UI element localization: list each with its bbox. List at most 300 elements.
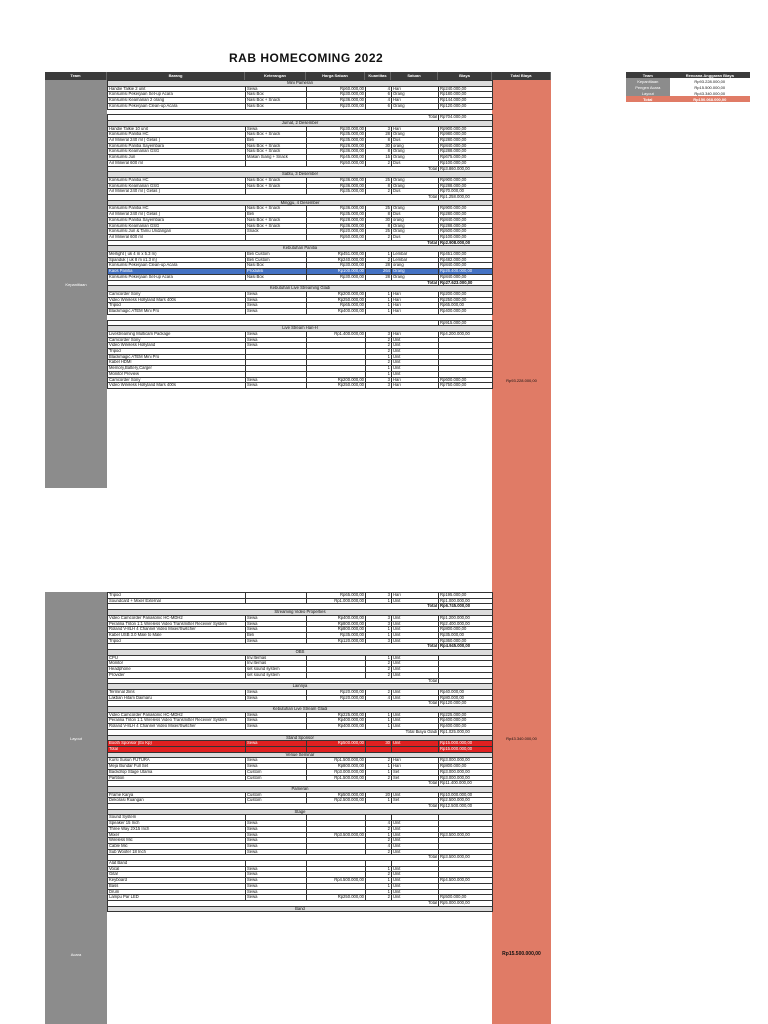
item-name: Headphone	[108, 667, 246, 673]
item-note: Sewa	[246, 689, 307, 695]
quantity: 2	[366, 343, 392, 349]
unit: Hari	[392, 758, 439, 764]
unit: Unit	[392, 627, 439, 633]
quantity: 8	[366, 212, 392, 218]
item-note: Sewa	[246, 383, 307, 389]
quantity: 6	[366, 103, 392, 109]
item-name: Camcorder Sony	[108, 292, 246, 298]
unit-price: Rp250.000,00	[307, 383, 366, 389]
quantity: 3	[366, 126, 392, 132]
cost: Rp2.400.000,00	[439, 621, 493, 627]
cost: Rp4.500.000,00	[439, 878, 493, 884]
quantity: 3	[366, 621, 392, 627]
item-name: Konsumsi Pekerjaan Set-up Acara	[108, 274, 246, 280]
total-label: Total	[108, 701, 439, 707]
unit: Unit	[392, 872, 439, 878]
unit: Unit	[392, 895, 439, 901]
quantity: 2	[366, 257, 392, 263]
section-header: Stand Sponsor	[108, 735, 493, 741]
summary-header-cell: Rencana Anggaran Biaya	[670, 72, 750, 78]
unit-price: Rp20.000,00	[307, 689, 366, 695]
summary-team: Layout	[626, 90, 670, 96]
quantity: 4	[366, 821, 392, 827]
item-name: Spanduk ( uk 8 m x1.3 m)	[108, 257, 246, 263]
quantity: 1	[366, 252, 392, 258]
unit: Orang	[392, 177, 439, 183]
quantity: 2	[366, 689, 392, 695]
cost: Rp15.000.000,00	[439, 741, 493, 747]
item-note: Custom	[246, 798, 307, 804]
unit: Hari	[392, 86, 439, 92]
unit: Lembar	[392, 252, 439, 258]
item-note: Inv.Iternas	[246, 661, 307, 667]
section-header: Sabtu, 3 Desember	[108, 172, 493, 178]
cost: Rp1.000.000,00	[439, 598, 493, 604]
item-note: Sewa	[246, 866, 307, 872]
unit-price: Rp36.000,00	[307, 98, 366, 104]
item-name: Mixer	[108, 832, 246, 838]
item-name: Konsumsi Juri & Tamu Undangan	[108, 229, 246, 235]
unit: Unit	[392, 667, 439, 673]
unit: Unit	[392, 695, 439, 701]
item-note: Sewa	[246, 724, 307, 730]
item-name: Konsumsi Panitia HC	[108, 206, 246, 212]
total-value: Rp6.745.000,00	[439, 604, 493, 610]
item-note: Sewa	[246, 621, 307, 627]
item-note: Sewa	[246, 832, 307, 838]
quantity: 2	[366, 337, 392, 343]
unit: Orang	[392, 103, 439, 109]
unit: Unit	[392, 360, 439, 366]
unit: Orang	[392, 269, 439, 275]
quantity: 1	[366, 878, 392, 884]
item-name: Camcorder Sony	[108, 377, 246, 383]
unit-price: Rp120.000,00	[307, 638, 366, 644]
quantity: 2	[366, 758, 392, 764]
item-note: Custom	[246, 769, 307, 775]
unit-price: Rp50.000,00	[307, 160, 366, 166]
section-header: Kebutuhan Panitia	[108, 246, 493, 252]
total-label: Total	[108, 166, 439, 172]
unit: Unit	[392, 349, 439, 355]
item-name: Blackmagic ATEM Mini Pro	[108, 354, 246, 360]
cost: Rp100.000,00	[439, 234, 493, 240]
unit: Orang	[392, 155, 439, 161]
unit-price: Rp36.000,00	[307, 183, 366, 189]
cost: Rp3.000.000,00	[439, 775, 493, 781]
quantity: 30	[366, 741, 392, 747]
unit-price: Rp200.000,00	[307, 377, 366, 383]
item-note: Sewa	[246, 712, 307, 718]
unit-price: Rp26.000,00	[307, 143, 366, 149]
total-label: Total	[108, 280, 439, 286]
item-note: Sewa	[246, 297, 307, 303]
quantity: 8	[366, 149, 392, 155]
quantity: 264	[366, 269, 392, 275]
unit-price: Rp60.000,00	[307, 86, 366, 92]
item-name: Gitar	[108, 872, 246, 878]
header-keterangan: Keterangan	[245, 72, 306, 80]
quantity: 2	[366, 160, 392, 166]
item-name: Konsumsi Pekerjaan Clean-up Acara	[108, 263, 246, 269]
item-name: Konsumsi Keamanan GSG	[108, 149, 246, 155]
item-name: Konsumsi Panitia HC	[108, 132, 246, 138]
unit: Unit	[392, 712, 439, 718]
quantity: 4	[366, 843, 392, 849]
unit-price: Rp35.000,00	[307, 132, 366, 138]
unit: Orang	[392, 274, 439, 280]
item-name: Video Wireless Hollyland	[108, 343, 246, 349]
item-name: Video Wireless Hollyland Mars 400s	[108, 297, 246, 303]
cost: Rp100.000,00	[439, 160, 493, 166]
cost: Rp288.000,00	[439, 149, 493, 155]
cost: Rp65.000,00	[439, 303, 493, 309]
cost: Rp26.400.000,00	[439, 269, 493, 275]
section-header: OBS	[108, 650, 493, 656]
summary-header-cell: Team	[626, 72, 670, 78]
total-value: Rp3.500.000,00	[439, 855, 493, 861]
item-name: Air Mineral 240 ml ( Gelas )	[108, 138, 246, 144]
unit: Unit	[392, 621, 439, 627]
item-name: Air Mineral 600 ml	[108, 234, 246, 240]
section-header: Streaming Video Properties	[108, 610, 493, 616]
unit: Hari	[392, 126, 439, 132]
unit: Unit	[392, 849, 439, 855]
header-team: Team	[45, 72, 107, 80]
quantity: 2	[366, 838, 392, 844]
quantity: 25	[366, 206, 392, 212]
item-name: Konsumsi Juri	[108, 155, 246, 161]
item-note: Nasi Box	[246, 263, 307, 269]
item-note: Sewa	[246, 843, 307, 849]
quantity: 1	[366, 598, 392, 604]
item-name: Kabel USB 3.0 Male to Male	[108, 632, 246, 638]
cost: Rp120.000,00	[439, 103, 493, 109]
unit-price: Rp35.000,00	[307, 212, 366, 218]
quantity: 2	[366, 872, 392, 878]
item-name: Air Mineral 240 ml ( Gelas )	[108, 212, 246, 218]
unit: Set	[392, 769, 439, 775]
item-name: Booth Sponsor (Ex Kp)	[108, 741, 246, 747]
quantity: 4	[366, 695, 392, 701]
item-note: Sewa	[246, 638, 307, 644]
item-name: Soundcard + Mixer External	[108, 598, 246, 604]
quantity: 1	[366, 718, 392, 724]
section-header: Stage	[108, 809, 493, 815]
item-note: Sewa	[246, 331, 307, 337]
total-value: Rp12.500.000,00	[439, 804, 493, 810]
section-header: Live Stream Hari-H	[108, 326, 493, 332]
quantity: 28	[366, 274, 392, 280]
item-note: Nasi Box	[246, 103, 307, 109]
summary-total-label: Total	[626, 96, 670, 102]
total-label: Total	[108, 644, 439, 650]
cost: Rp288.000,00	[439, 223, 493, 229]
item-name: Kaos Panitia	[108, 269, 246, 275]
cost: Rp840.000,00	[439, 143, 493, 149]
quantity: 4	[366, 86, 392, 92]
item-name: Sound System	[108, 815, 246, 821]
unit: Unit	[392, 889, 439, 895]
unit-price: Rp400.000,00	[307, 615, 366, 621]
unit-price: Rp3.000.000,00	[307, 769, 366, 775]
total-value: Rp2.908.000,00	[439, 240, 493, 246]
item-name: Roland V-8LH 4 Channel Video Mixer/Switcher	[108, 627, 246, 633]
cost: Rp900.000,00	[439, 177, 493, 183]
total-value: Rp915.000,00	[439, 320, 493, 326]
unit-price: Rp3.500.000,00	[307, 832, 366, 838]
unit-price: Rp500.000,00	[307, 792, 366, 798]
unit: Unit	[392, 878, 439, 884]
item-name: Tripod	[108, 303, 246, 309]
unit-price: Rp500.000,00	[307, 741, 366, 747]
item-name: Alat Band	[108, 861, 246, 867]
quantity: 1	[366, 354, 392, 360]
unit: Unit	[392, 632, 439, 638]
item-name: Air Mineral 240 ml ( Gelas )	[108, 189, 246, 195]
unit: Unit	[392, 672, 439, 678]
item-name: Wireless Mic	[108, 838, 246, 844]
quantity: 3	[366, 331, 392, 337]
summary-total-value: Rp150.068.000,00	[670, 96, 750, 102]
quantity: 20	[366, 792, 392, 798]
unit: Hari	[392, 593, 439, 599]
item-note: Snack	[246, 229, 307, 235]
item-name: Video Wireless Hollyland Mars 400s	[108, 383, 246, 389]
quantity: 1	[366, 303, 392, 309]
quantity: 3	[366, 615, 392, 621]
cost: Rp1.200.000,00	[439, 615, 493, 621]
unit: Dus	[392, 189, 439, 195]
item-note: Sewa	[246, 883, 307, 889]
unit-price: Rp400.000,00	[307, 309, 366, 315]
unit: Orang	[392, 92, 439, 98]
quantity: 2	[366, 895, 392, 901]
quantity: 28	[366, 132, 392, 138]
item-name: Peralina Triton 1:1 Wireless Video Transmitter Receiver System	[108, 621, 246, 627]
total-cell-layout: Rp43.340.000,00	[492, 592, 551, 884]
unit-price: Rp400.000,00	[307, 718, 366, 724]
cost: Rp800.000,00	[439, 764, 493, 770]
total-label: Total	[108, 900, 439, 906]
quantity: 1	[366, 309, 392, 315]
cost: Rp250.000,00	[439, 297, 493, 303]
item-note: Sewa	[246, 821, 307, 827]
header-satuan: Satuan	[391, 72, 438, 80]
quantity: 25	[366, 177, 392, 183]
item-note: Custom	[246, 792, 307, 798]
unit: Dus	[392, 160, 439, 166]
unit-price: Rp100.000,00	[307, 269, 366, 275]
quantity: 2	[366, 775, 392, 781]
unit: Unit	[392, 343, 439, 349]
unit-price: Rp65.000,00	[307, 593, 366, 599]
quantity: 3	[366, 638, 392, 644]
total-cell-kepanitiaan: Rp93.228.000,00	[492, 80, 551, 680]
header-biaya: Biaya	[438, 72, 492, 80]
unit: Hari	[392, 331, 439, 337]
quantity: 2	[366, 234, 392, 240]
unit: Hari	[392, 303, 439, 309]
item-name: Vocal	[108, 866, 246, 872]
section-header: Mini Pameran	[108, 81, 493, 87]
unit-price: Rp45.000,00	[307, 155, 366, 161]
item-name: Partition	[108, 775, 246, 781]
quantity: 1	[366, 832, 392, 838]
item-name: Konsumsi Keamanan GSG	[108, 183, 246, 189]
quantity: 8	[366, 183, 392, 189]
quantity: 6	[366, 92, 392, 98]
section-header: Minggu, 4 Desember	[108, 200, 493, 206]
item-name: Total	[108, 746, 246, 752]
unit: Unit	[392, 718, 439, 724]
section-header: Kebutuhan Live Stream Gladi	[108, 707, 493, 713]
unit-price: Rp4.500.000,00	[307, 878, 366, 884]
summary-table	[626, 72, 750, 102]
item-name: Konsumsi Panitia Sayembara	[108, 143, 246, 149]
unit: Dus	[392, 234, 439, 240]
item-name: Konsumsi Keamanan 2 orang	[108, 98, 246, 104]
item-name: Cable Mic	[108, 843, 246, 849]
quantity: 1	[366, 798, 392, 804]
unit-price: Rp20.000,00	[307, 695, 366, 701]
unit: Set	[392, 798, 439, 804]
item-note: Nasi Box + Snack	[246, 223, 307, 229]
unit: Orang	[392, 223, 439, 229]
cost: Rp482.000,00	[439, 257, 493, 263]
cost: Rp144.000,00	[439, 98, 493, 104]
item-note: Sewa	[246, 764, 307, 770]
unit-price: Rp800.000,00	[307, 764, 366, 770]
unit: Hari	[392, 383, 439, 389]
total-value: Rp3.860.000,00	[439, 166, 493, 172]
unit: orang	[392, 263, 439, 269]
unit: Unit	[392, 598, 439, 604]
item-note: Sewa	[246, 695, 307, 701]
item-note: Custom	[246, 775, 307, 781]
cost: Rp10.000.000,00	[439, 792, 493, 798]
unit: Unit	[392, 366, 439, 372]
unit-price: Rp36.000,00	[307, 206, 366, 212]
unit: Set	[392, 775, 439, 781]
unit-price: Rp30.000,00	[307, 126, 366, 132]
total-value: Rp11.400.000,00	[439, 781, 493, 787]
cost: Rp840.000,00	[439, 263, 493, 269]
unit-price: Rp30.000,00	[307, 92, 366, 98]
cost: Rp451.000,00	[439, 252, 493, 258]
item-note: Nasi Box + Snack	[246, 177, 307, 183]
unit: Hari	[392, 309, 439, 315]
total-value: Rp120.000,00	[439, 701, 493, 707]
item-name: Terminal 2lins	[108, 689, 246, 695]
quantity: 1	[366, 866, 392, 872]
item-name: Drum	[108, 889, 246, 895]
cost: Rp225.000,00	[439, 712, 493, 718]
item-name: Konsumsi Pekerjaan Clean-up Acara	[108, 103, 246, 109]
item-note: set sound system	[246, 672, 307, 678]
unit: Unit	[392, 615, 439, 621]
item-note: Nasi Box + Snack	[246, 206, 307, 212]
unit: Orang	[392, 229, 439, 235]
quantity: 2	[366, 360, 392, 366]
item-note: Inv.Iternas	[246, 655, 307, 661]
unit-price: Rp30.000,00	[307, 263, 366, 269]
item-name: CPU	[108, 655, 246, 661]
total-value: Rp27.623.000,00	[439, 280, 493, 286]
item-note: Produksi	[246, 269, 307, 275]
unit: Orang	[392, 149, 439, 155]
item-note: Sewa	[246, 86, 307, 92]
item-name: Konsumsi Pekerjaan Set-up Acara	[108, 92, 246, 98]
quantity: 4	[366, 98, 392, 104]
quantity: 1	[366, 724, 392, 730]
total-label: Total	[108, 604, 439, 610]
item-note: Nasi Box	[246, 92, 307, 98]
team-cell-layout: Layout	[45, 592, 107, 884]
summary-team: Kepanitiaan	[626, 78, 670, 84]
unit: Orang	[392, 132, 439, 138]
table-row	[108, 906, 493, 912]
item-name: Peralina Triton 1:1 Wireless Video Transmitter Receiver System	[108, 718, 246, 724]
item-note: Sewa	[246, 889, 307, 895]
section-header: Jumat, 2 Desember	[108, 120, 493, 126]
unit-price: Rp50.000,00	[307, 234, 366, 240]
item-note: Sewa	[246, 343, 307, 349]
quantity: 1	[366, 292, 392, 298]
section-header: Venue Seminar	[108, 752, 493, 758]
item-note: Sewa	[246, 627, 307, 633]
quantity: 1	[366, 297, 392, 303]
total-cell-acara: Rp15.500.000,00	[492, 884, 551, 1024]
quantity: 3	[366, 377, 392, 383]
item-note: Sewa	[246, 872, 307, 878]
unit: Unit	[392, 741, 439, 747]
unit-price: Rp225.000,00	[307, 712, 366, 718]
unit-price: Rp250.000,00	[307, 895, 366, 901]
item-note: Sewa	[246, 309, 307, 315]
cost: Rp2.500.000,00	[439, 798, 493, 804]
item-note: Sewa	[246, 337, 307, 343]
item-note: Sewa	[246, 292, 307, 298]
item-name: Blackmagic ATEM Mini Pro	[108, 309, 246, 315]
total-label: Total Biaya Gladi	[108, 729, 439, 735]
summary-amount: Rp15.500.000,00	[694, 84, 726, 90]
item-name: Memory,Battery,Carger	[108, 366, 246, 372]
summary-amount: Rp43.340.000,00	[694, 90, 726, 96]
item-name: Tripod	[108, 638, 246, 644]
item-name: Video Camcorder Panasonic HC-MDH2	[108, 615, 246, 621]
unit: Hari	[392, 377, 439, 383]
total-value: Rp1.025.000,00	[439, 729, 493, 735]
item-note: Sewa	[246, 838, 307, 844]
section-header: Band	[108, 906, 493, 912]
cost: Rp840.000,00	[439, 274, 493, 280]
unit-price: Rp800.000,00	[307, 627, 366, 633]
item-name: Kursi Susun FUTURA	[108, 758, 246, 764]
item-note: Sewa	[246, 377, 307, 383]
cost: Rp240.000,00	[439, 86, 493, 92]
item-name: Handie Talkie 10 unit	[108, 126, 246, 132]
quantity: 2	[366, 189, 392, 195]
quantity: 1	[366, 764, 392, 770]
unit-price: Rp1.500.000,00	[307, 758, 366, 764]
quantity: 2	[366, 667, 392, 673]
item-note: Sewa	[246, 718, 307, 724]
quantity: 1	[366, 627, 392, 633]
budget-table-1	[107, 80, 493, 389]
item-name: Konsumsi Keamanan GSG	[108, 223, 246, 229]
item-name: Monitor	[108, 661, 246, 667]
